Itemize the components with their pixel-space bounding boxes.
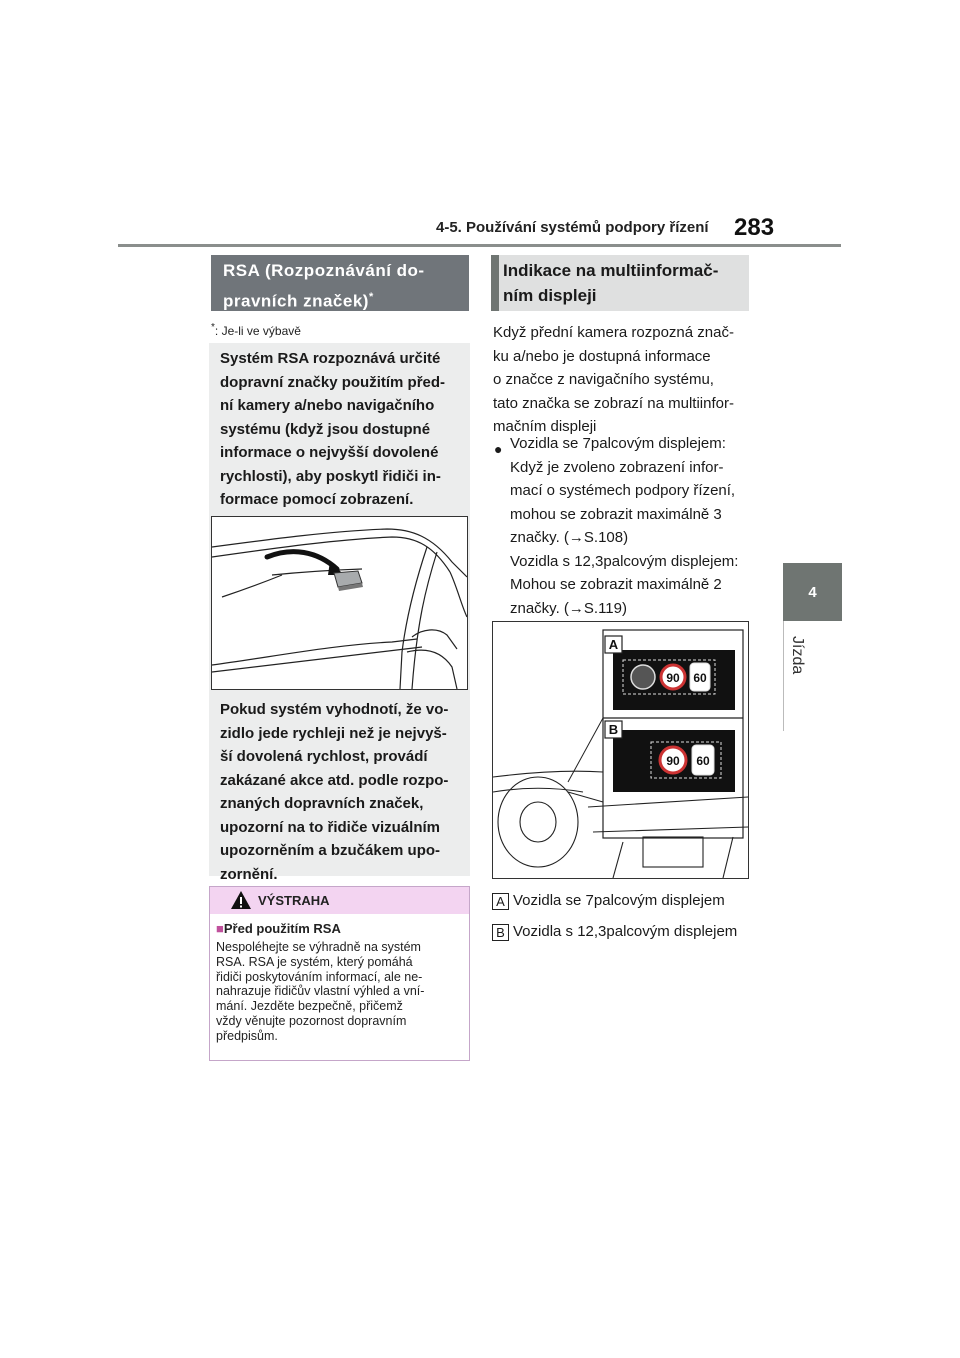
bullet-line: mací o systémech podpory řízení, (510, 482, 736, 499)
rsa-heading-line1: RSA (Rozpoznávání do- (223, 261, 425, 280)
label-b: B (608, 722, 619, 737)
sign-90-a: 90 (666, 671, 680, 685)
warning-body (216, 940, 464, 1044)
para-line: ku a/nebo je dostupná informace (493, 347, 711, 365)
label-b-box (605, 721, 622, 738)
caption-label-a: A (492, 893, 509, 910)
bullet-line: Mohou se zobrazit maximálně 2 (510, 576, 722, 593)
mid-heading-line2: ním displeji (503, 286, 597, 305)
warning-line: řidiči poskytováním informací, ale ne- (216, 969, 423, 984)
bullet-line: značky. (→S.119) (510, 599, 627, 617)
after-line: Pokud systém vyhodnotí, že vo- (220, 701, 449, 718)
para-line: o značce z navigačního systému, (493, 371, 714, 388)
after-line: upozorní na to řidiče vizuálním (220, 818, 441, 836)
footnote-text: : Je-li ve výbavě (214, 324, 301, 338)
intro-line: ní kamery a/nebo navigačního (220, 397, 435, 414)
intro-line: dopravní značky použitím před- (220, 373, 446, 391)
label-a-box (605, 636, 622, 653)
section-title: 4-5. Používání systémů podpory řízení (436, 219, 709, 236)
dashboard-drawing (493, 622, 748, 878)
after-line: ší dovolená rychlost, provádí (220, 748, 428, 765)
warning-subtitle (216, 921, 341, 936)
bullet-line: Když je zvoleno zobrazení infor- (510, 458, 724, 476)
para-line: Když přední kamera rozpozná znač- (493, 324, 734, 341)
sign-90-b: 90 (666, 754, 680, 768)
warning-line: RSA. RSA je systém, který pomáhá (216, 954, 413, 969)
warning-subtitle-text: Před použitím RSA (223, 921, 341, 936)
intro-line: formace pomocí zobrazení. (220, 491, 414, 508)
warning-triangle-icon (230, 890, 252, 910)
label-a: A (608, 637, 619, 652)
square-bullet-icon: ■ (216, 921, 224, 936)
warning-line: vždy věnujte pozornost dopravním (216, 1013, 407, 1028)
footnote (211, 322, 301, 338)
warning-line: Nespoléhejte se výhradně na systém (216, 940, 421, 954)
intro-line: informace o nejvyšší dovolené (220, 444, 439, 461)
chapter-number: 4 (808, 583, 817, 601)
sign-60-a: 60 (693, 671, 707, 685)
rsa-heading (211, 255, 469, 311)
bullet-line: Vozidla s 12,3palcovým displejem: (510, 552, 739, 570)
mid-heading-line1: Indikace na multiinformač- (503, 261, 719, 280)
bullet-line: značky. (→S.108) (510, 529, 629, 546)
warning-line: předpisům. (216, 1028, 278, 1043)
bullet-line: Vozidla se 7palcovým displejem: (510, 435, 726, 452)
after-line: zakázané akce atd. podle rozpo- (220, 771, 449, 789)
warning-title: VÝSTRAHA (258, 893, 330, 908)
after-line: zornění. (220, 865, 278, 883)
warning-line: nahrazuje řidičův vlastní výhled a vní- (216, 984, 425, 999)
bullet-line: mohou se zobrazit maximálně 3 (510, 505, 722, 523)
after-line: upozorněním a bzučákem upo- (220, 842, 441, 859)
windshield-camera-drawing (212, 517, 467, 689)
rsa-intro-text (220, 347, 464, 512)
dashboard-display-illustration (492, 621, 749, 879)
warning-line: mání. Jezděte bezpečně, přičemž (216, 999, 403, 1014)
intro-line: systému (když jsou dostupné (220, 420, 431, 438)
after-line: zidlo jede rychleji než je nejvyš- (220, 724, 447, 742)
header-rule (118, 244, 841, 247)
caption-text-b: Vozidla s 12,3palcovým displejem (513, 923, 738, 940)
sign-60-b: 60 (696, 754, 710, 768)
caption-label-b: B (492, 924, 509, 941)
page-number: 283 (734, 214, 775, 241)
mid-heading (491, 255, 749, 311)
chapter-tab (783, 563, 842, 621)
rsa-heading-asterisk: * (368, 291, 374, 303)
chapter-label: Jízda (789, 636, 806, 675)
after-line: znaných dopravních značek, (220, 795, 424, 812)
caption-text-a: Vozidla se 7palcovým displejem (513, 892, 725, 909)
bullet-dot-icon: ● (494, 441, 503, 457)
para-line: tato značka se zobrazí na multiinfor- (493, 394, 734, 412)
chapter-tab-line (783, 621, 784, 731)
intro-line: rychlosti), aby poskytl řidiči in- (220, 467, 441, 485)
display-bullet-text (510, 432, 755, 620)
intro-line: Systém RSA rozpoznává určité (220, 350, 441, 367)
rsa-heading-line2: pravních značek) (223, 291, 369, 311)
para-line: mačním displeji (493, 418, 597, 435)
rsa-function-text (220, 698, 464, 886)
footnote-mark: * (211, 322, 215, 333)
windshield-camera-illustration (211, 516, 468, 690)
mid-paragraph (493, 321, 755, 439)
